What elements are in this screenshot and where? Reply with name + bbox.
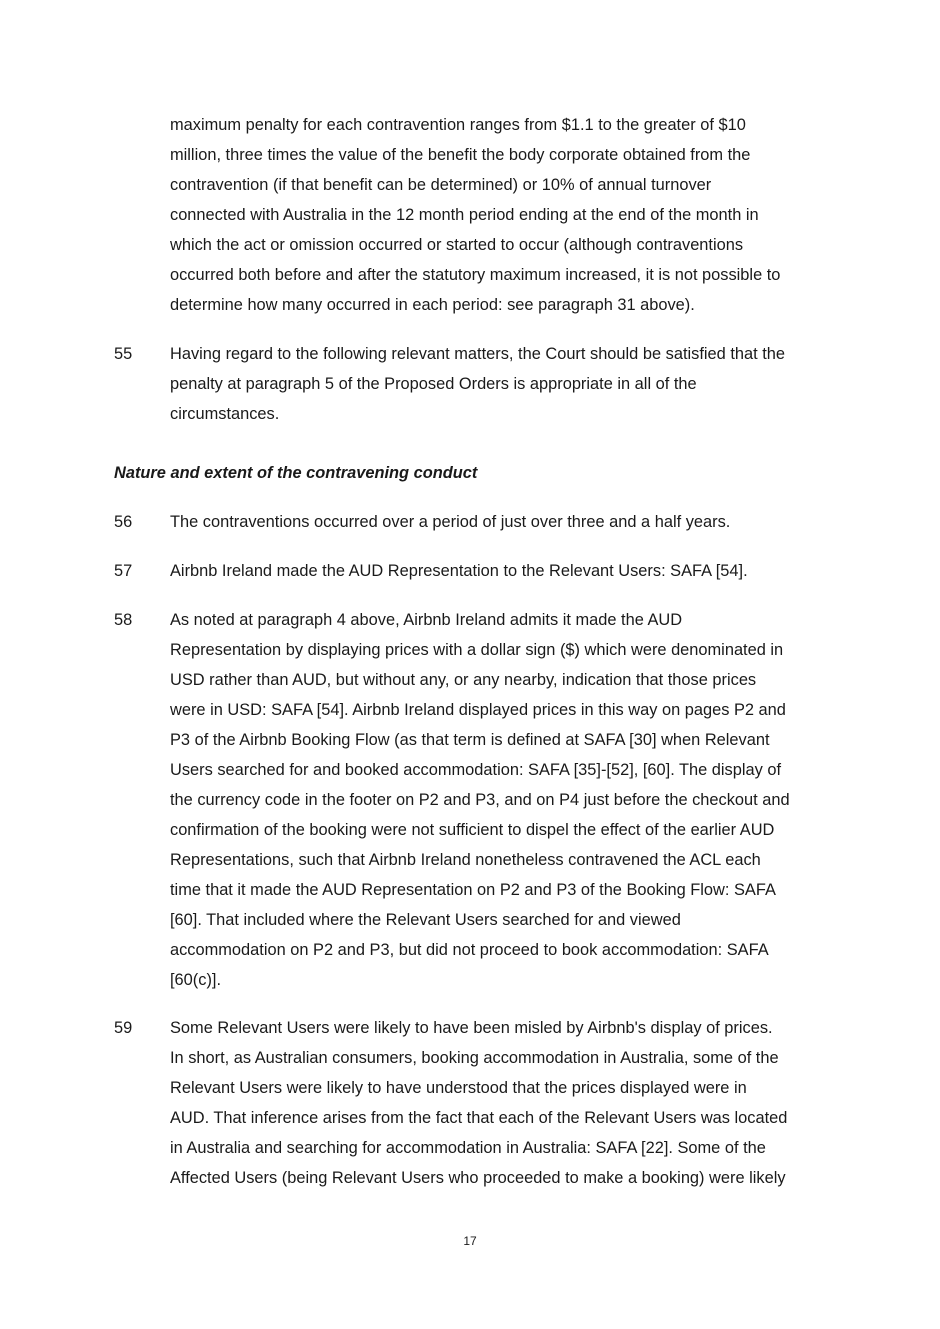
- paragraph-text-55: Having regard to the following relevant matters, the Court should be satisfied that the penalty at paragraph 5 of the Proposed Orders is appropriate in all of the circumstances.: [170, 345, 785, 423]
- continuation-paragraph-text: maximum penalty for each contravention ranges from $1.1 to the greater of $10 million, three times the value of the benefit the body corporate obtained from the contravention (if that benefit can be determined) or 10% of annual turnover connected with Australia in the 12 month period ending at the end of the month in which the act or omission occurred or started to occur (although contraventions occurred both before and after the statutory maximum increased, it is not possible to determine how many occurred in each period: see paragraph 31 above).: [170, 116, 781, 314]
- paragraph-number-59: 59: [114, 1019, 133, 1037]
- paragraph-text-59: Some Relevant Users were likely to have been misled by Airbnb's display of prices. In short, as Australian consumers, booking accommodation in Australia, some of the Relevant Users were likely to have understood that the prices displayed were in AUD. That inference arises from the fact that each of the Relevant Users was located in Australia and searching for accommodation in Australia: SAFA [22]. Some of the Affected Users (being Relevant Users who proceeded to make a booking) were likely: [170, 1019, 788, 1187]
- paragraph-number-58: 58: [114, 611, 133, 629]
- paragraph-text-58: As noted at paragraph 4 above, Airbnb Ireland admits it made the AUD Representation by displaying prices with a dollar sign ($) which were denominated in USD rather than AUD, but without any, or any nearby, indication that those prices were in USD: SAFA [54]. Airbnb Ireland displayed prices in this way on pages P2 and P3 of the Airbnb Booking Flow (as that term is defined at SAFA [30] when Relevant Users searched for and booked accommodation: SAFA [35]-[52], [60]. The display of the currency code in the footer on P2 and P3, and on P4 just before the checkout and confirmation of the booking were not sufficient to dispel the effect of the earlier AUD Representations, such that Airbnb Ireland nonetheless contravened the ACL each time that it made the AUD Representation on P2 and P3 of the Booking Flow: SAFA [60]. That included where the Relevant Users searched for and viewed accommodation on P2 and P3, but did not proceed to book accommodation: SAFA [60(c)].: [170, 611, 790, 989]
- paragraph-number-55: 55: [114, 345, 133, 363]
- paragraph-number-56: 56: [114, 513, 133, 531]
- paragraph-number-57: 57: [114, 562, 133, 580]
- page-number: 17: [463, 1234, 477, 1248]
- paragraph-text-56: The contraventions occurred over a period of just over three and a half years.: [170, 513, 731, 531]
- paragraph-text-57: Airbnb Ireland made the AUD Representation to the Relevant Users: SAFA [54].: [170, 562, 748, 580]
- section-heading: Nature and extent of the contravening conduct: [114, 464, 478, 482]
